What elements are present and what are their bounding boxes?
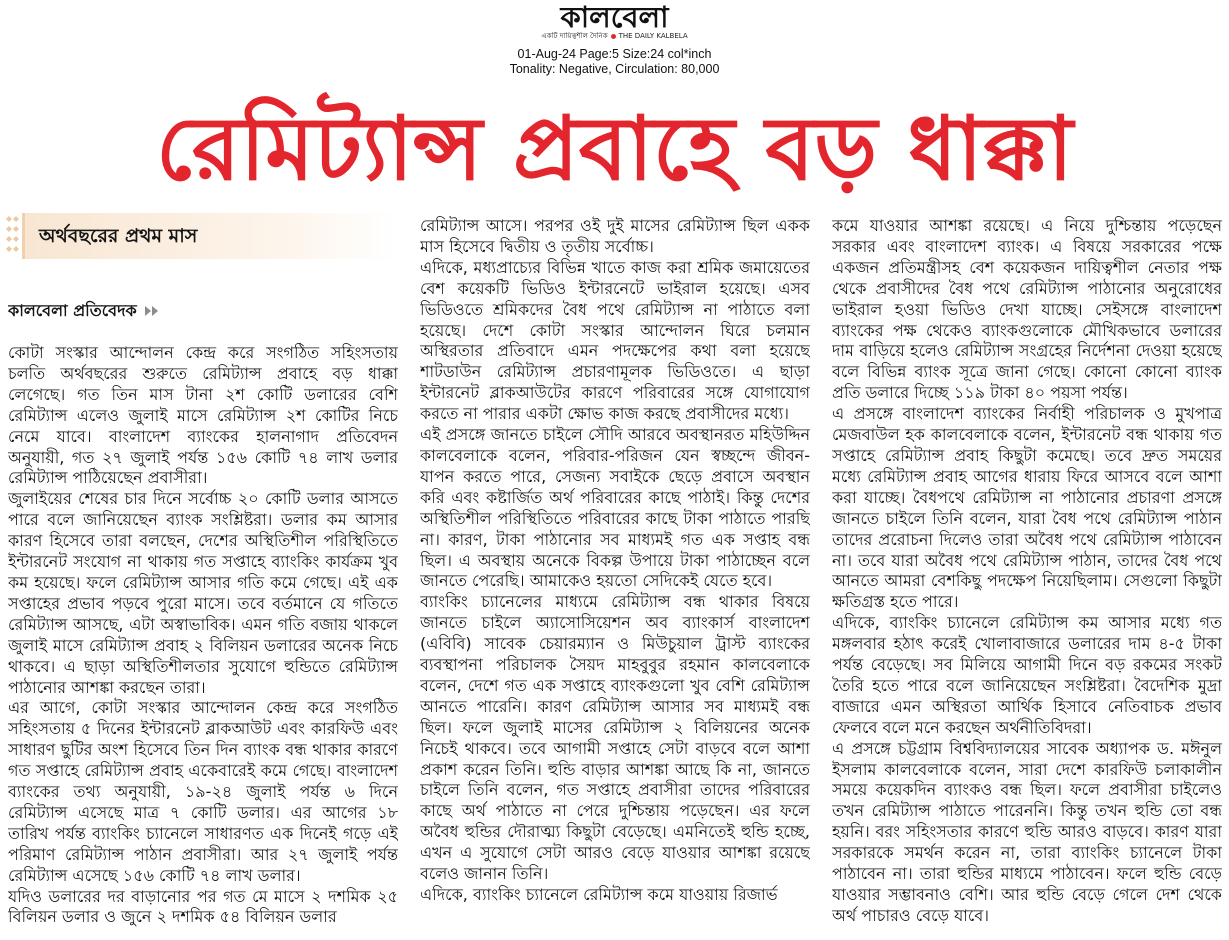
article-paragraph: এর আগে, কোটা সংস্কার আন্দোলন কেন্দ্র করে সংগঠিত সহিংসতায় ৫ দিনের ইন্টারনেট ব্লাকআউট এবং কারফিউ এবং সাধারণ ছুটির অংশ হিসেবে তিন দিন ব্যাংক বন্ধ থাকার কারণে গত সপ্তাহে রেমিট্যান্স প্রবাহ একেবারেই কমে গেছে। বাংলাদেশ ব্যাংকের তথ্য অনুযায়ী, ১৯-২৪ জুলাই পর্যন্ত ৬ দিনে রেমিট্যান্স এসেছে মাত্র ৭ কোটি ডলার। এর আগের ১৮ তারিখ পর্যন্ত ব্যাংকিং চ্যানেলে সাধারণত এক দিনেই গড়ে এই পরিমাণ রেমিট্যান্স পাঠান প্রবাসীরা। আর ২৭ জুলাই পর্যন্ত রেমিট্যান্স এসেছে ১৫৬ কোটি ৭৪ লাখ ডলার।: [8, 698, 398, 885]
article-paragraph: কোটা সংস্কার আন্দোলন কেন্দ্র করে সংগঠিত সহিংসতায় চলতি অর্থবছরের শুরুতে রেমিট্যান্স প্রবাহে বড় ধাক্কা লেগেছে। গত তিন মাস টানা ২শ কোটি ডলারের বেশি রেমিট্যান্স এলেও জুলাই মাসে রেমিট্যান্স ২শ কোটির নিচে নেমে যাবে। বাংলাদেশ ব্যাংকের হালনাগাদ প্রতিবেদন অনুযায়ী, গত ২৭ জুলাই পর্যন্ত ১৫৬ কোটি ৭৪ লাখ ডলার রেমিট্যান্স পাঠিয়েছেন প্রবাসীরা।: [8, 343, 398, 488]
article-paragraph: এদিকে, ব্যাংকিং চ্যানেলে রেমিট্যান্স কমে যাওয়ায় রিজার্ভ: [420, 885, 778, 904]
article-paragraph: কমে যাওয়ার আশঙ্কা রয়েছে। এ নিয়ে দুশ্চিন্তায় পড়েছেন সরকার এবং বাংলাদেশ ব্যাংক। এ বিষয়ে সরকারের পক্ষে একজন প্রতিমন্ত্রীসহ বেশ কয়েকজন দায়িত্বশীল নেতার পক্ষ থেকে প্রবাসীদের বৈধ পথে রেমিট্যান্স পাঠানোর অনুরোধের ভাইরাল হওয়া ভিডিও দেখা যাচ্ছে। সেইসঙ্গে বাংলাদেশ ব্যাংকের পক্ষ থেকেও ব্যাংকগুলোকে মৌখিকভাবে ডলারের দাম বাড়িয়ে হলেও রেমিট্যান্স সংগ্রহের নির্দেশনা দেওয়া হয়েছে বলে বিভিন্ন ব্যাংক সূত্রে জানা গেছে। কোনো কোনো ব্যাংক প্রতি ডলারে দিচ্ছে ১১৯ টাকা ৪০ পয়সা পর্যন্ত।: [832, 216, 1222, 403]
article-paragraph: এ প্রসঙ্গে চট্টগ্রাম বিশ্ববিদ্যালয়ের সাবেক অধ্যাপক ড. মঈনুল ইসলাম কালবেলাকে বলেন, সারা দেশে কারফিউ চলাকালীন সময়ে কয়েকদিন ব্যাংকও বন্ধ ছিল। ফলে প্রবাসীরা চাইলেও তখন রেমিট্যান্স পাঠাতে পারেননি। কিন্তু তখন হুন্ডি তো বন্ধ হয়নি। বরং সহিংসতার কারণে হুন্ডি আরও বাড়বে। কারণ যারা সরকারকে সমর্থন করেন না, তারা ব্যাংকিং চ্যানেলে টাকা পাঠাবেন না। তারা হুন্ডির মাধ্যমে পাঠাবেন। ফলে হুন্ডি বেড়ে যাওয়ার সম্ভাবনাও বেশি। আর হুন্ডি বেড়ে গেলে দেশ থেকে অর্থ পাচারও বেড়ে যাবে।: [832, 738, 1222, 925]
article-paragraph: এ প্রসঙ্গে বাংলাদেশ ব্যাংকের নির্বাহী পরিচালক ও মুখপাত্র মেজবাউল হক কালবেলাকে বলেন, ইন্টারনেট বন্ধ থাকায় গত সপ্তাহে রেমিট্যান্স প্রবাহ কিছুটা কমেছে। তবে দ্রুত সময়ের মধ্যে রেমিট্যান্স প্রবাহ আগের ধারায় ফিরে আসবে বলে আশা করা যাচ্ছে। বৈধপথে রেমিট্যান্স না পাঠানোর প্রচারণা প্রসঙ্গে জানতে চাইলে তিনি বলেন, যারা বৈধ পথে রেমিট্যান্স পাঠান তাদের প্ররোচনা দিলেও তারা অবৈধ পথে রেমিট্যান্স পাঠাবেন না। তবে যারা অবৈধ পথে রেমিট্যান্স পাঠান, তাদের বৈধ পথে আনতে আমরা বেশকিছু পদক্ষেপ নিয়েছিলাম। সেগুলো কিছুটা ক্ষতিগ্রস্ত হতে পারে।: [832, 404, 1222, 612]
article-kicker: অর্থবছরের প্রথম মাস: [22, 213, 398, 259]
byline-text: কালবেলা প্রতিবেদক: [8, 301, 137, 320]
article-headline: রেমিট্যান্স প্রবাহে বড় ধাক্কা: [156, 97, 1073, 200]
article-column-1: [8, 343, 398, 937]
article-paragraph: এদিকে, ব্যাংকিং চ্যানেলে রেমিট্যান্স কম আসার মধ্যে গত মঙ্গলবার হঠাৎ করেই খোলাবাজারে ডলারের দাম ৪-৫ টাকা পর্যন্ত বেড়েছে। সব মিলিয়ে আগামী দিনে বড় রকমের সংকট তৈরি হতে পারে বলে জানিয়েছেন সংশ্লিষ্টরা। বৈদেশিক মুদ্রা বাজারে এমন অস্থিরতা আর্থিক হিসাবে নেতিবাচক প্রভাব ফেলবে বলে মনে করছেন অর্থনীতিবিদরা।: [832, 613, 1222, 737]
article-paragraph: এদিকে, মধ্যপ্রাচ্যের বিভিন্ন খাতে কাজ করা শ্রমিক জমায়েতের বেশ কয়েকটি ভিডিও ইন্টারনেটে ভাইরাল হয়েছে। এসব ভিডিওতে শ্রমিকদের বৈধ পথে রেমিট্যান্স না পাঠাতে বলা হয়েছে। দেশে কোটা সংস্কার আন্দোলন ঘিরে চলমান অস্থিরতার প্রতিবাদে এমন পদক্ষেপের কথা বলা হয়েছে শাটডাউন রেমিট্যান্স প্রচারণামূলক ভিডিওতে। এ ছাড়া ইন্টারনেট ব্লাকআউটের কারণে পরিবারের সঙ্গে যোগাযোগ করতে না পারার একটা ক্ষোভ কাজ করছে প্রবাসীদের মধ্যে।: [420, 257, 810, 424]
double-chevron-icon: [145, 306, 159, 316]
article-paragraph: এই প্রসঙ্গে জানতে চাইলে সৌদি আরবে অবস্থানরত মহিউদ্দিন কালবেলাকে বলেন, পরিবার-পরিজন যেন স্বচ্ছন্দে জীবন-যাপন করতে পারে, সেজন্য সবাইকে ছেড়ে প্রবাসে অবস্থান করি এবং কষ্টার্জিত অর্থ পরিবারের কাছে পাঠাই। কিন্তু দেশের অস্থিতিশীল পরিস্থিতিতে পরিবারের কাছে টাকা পাঠাতে পারছি না। কারণ, টাকা পাঠানোর সব মাধ্যমই গত এক সপ্তাহ বন্ধ ছিল। এ অবস্থায় অনেকে বিকল্প উপায়ে টাকা পাঠাচ্ছেন বলে জানতে পেরেছি। আমাকেও হয়তো সেদিকেই যেতে হবে।: [420, 425, 810, 591]
article-paragraph: ব্যাংকিং চ্যানেলের মাধ্যমে রেমিট্যান্স বন্ধ থাকার বিষয়ে জানতে চাইলে অ্যাসোসিয়েশন অব ব্যাংকার্স বাংলাদেশ (এবিবি) সাবেক চেয়ারম্যান ও মিউচুয়াল ট্রাস্ট ব্যাংকের ব্যবস্থাপনা পরিচালক সৈয়দ মাহবুবুর রহমান কালবেলাকে বলেন, দেশে গত এক সপ্তাহে ব্যাংকগুলো খুব বেশি রেমিট্যান্স আনতে পারেনি। কারণ রেমিট্যান্স আসার সব মাধ্যমই বন্ধ ছিল। ফলে জুলাই মাসের রেমিট্যান্স ২ বিলিয়নের অনেক নিচেই থাকবে। তবে আগামী সপ্তাহে সেটা বাড়বে বলে আশা প্রকাশ করেন তিনি। হুন্ডি বাড়ার আশঙ্কা আছে কি না, জানতে চাইলে তিনি বলেন, গত সপ্তাহে প্রবাসীরা তাদের পরিবারের কাছে অর্থ পাঠাতে না পেরে দুশ্চিন্তায় পড়েছেন। এর ফলে অবৈধ হুন্ডির দৌরাত্ম্য কিছুটা বেড়েছে। এমনিতেই হুন্ডি হচ্ছে, এখন এ সুযোগে সেটা আরও বেড়ে যাওয়ার আশঙ্কা রয়েছে বলেও জানান তিনি।: [420, 592, 810, 884]
article-column-3: [832, 216, 1222, 937]
article-paragraph: যদিও ডলারের দর বাড়ানোর পর গত মে মাসে ২ দশমিক ২৫ বিলিয়ন ডলার ও জুনে ২ দশমিক ৫৪ বিলিয়ন ডলার: [8, 886, 398, 927]
tagline-bengali: একটি দায়িত্বশীল দৈনিক: [541, 32, 608, 40]
article-paragraph: জুলাইয়ের শেষের চার দিনে সর্বোচ্চ ২০ কোটি ডলার আসতে পারে বলে জানিয়েছেন ব্যাংক সংশ্লিষ্টরা। ডলার কম আসার কারণ হিসেবে তারা বলছেন, দেশের অস্থিতিশীল পরিস্থিতিতে ইন্টারনেট সংযোগ না থাকায় গত সপ্তাহে ব্যাংকিং কার্যক্রম খুব কম হয়েছে। ফলে রেমিট্যান্স আসার গতি কমে গেছে। এই এক সপ্তাহের প্রভাব পড়বে পুরো মাসে। তবে বর্তমানে যে গতিতে রেমিট্যান্স আসছে, এটা অস্বাভাবিক। এমন গতি বজায় থাকলে জুলাই মাসে রেমিট্যান্স প্রবাহ ২ বিলিয়ন ডলারের অনেক নিচে থাকবে। এ ছাড়া অস্থিতিশীলতার সুযোগে হুন্ডিতে রেমিট্যান্স পাঠানোর আশঙ্কা করছেন তারা।: [8, 489, 398, 697]
masthead-tagline: [0, 32, 1229, 41]
article-paragraph: রেমিট্যান্স আসে। পরপর ওই দুই মাসের রেমিট্যান্স ছিল একক মাস হিসেবে দ্বিতীয় ও তৃতীয় সর্বোচ্চ।: [420, 216, 810, 256]
tagline-dot-icon: [611, 34, 616, 39]
masthead-logo: কালবেলা: [560, 1, 669, 33]
ornament-icon: [6, 214, 20, 258]
article-byline: [8, 299, 398, 323]
tagline-english: THE DAILY KALBELA: [618, 32, 688, 40]
clip-info-date-page-size: 01-Aug-24 Page:5 Size:24 col*inch: [517, 47, 712, 61]
article-column-2: [420, 216, 810, 937]
clip-info-tonality-circulation: Tonality: Negative, Circulation: 80,000: [509, 62, 720, 76]
